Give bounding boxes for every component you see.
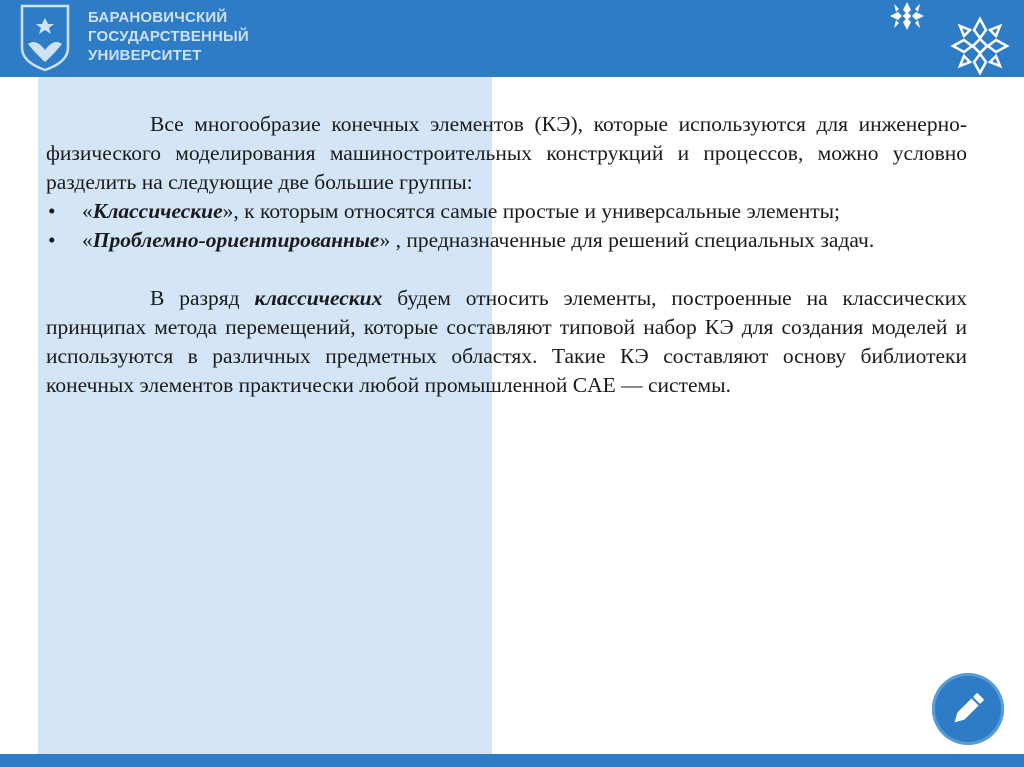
list-item [46,226,967,255]
quote-close: » [222,199,234,223]
university-name-line-2: ГОСУДАРСТВЕННЫЙ [88,28,249,45]
university-name [88,8,249,65]
footer-bar [0,754,1024,767]
quote-close: » [379,228,391,252]
list-item [46,197,967,226]
bullet-marker: • [48,228,56,252]
university-name-line-1: БАРАНОВИЧСКИЙ [88,9,228,26]
term-problem-oriented: Проблемно-ориентированные [92,228,380,252]
para2-body: будем относить элементы, построенные на классических принципах метода перемещений, которые составляют типовой набор КЭ для создания моделей и используются в различных предметных областях. Такие КЭ составляют основу библиотеки конечных элементов практически любой промышленной CAE — системы. [46,286,967,397]
paragraph-gap [46,255,967,284]
quote-open: « [82,199,93,223]
edit-button[interactable] [932,673,1004,745]
bullet-text: , к которым относятся самые простые и универсальные элементы; [233,199,841,223]
para2-lead: В разряд [150,286,255,310]
term-classic: Классические [92,199,223,223]
bullet-marker: • [48,199,56,223]
intro-paragraph: Все многообразие конечных элементов (КЭ), которые используются для инженерно-физического моделирования машиностроительных конструкций и процессов, можно условно разделить на следующие две большие группы: [46,112,967,194]
slide-text [46,110,967,400]
university-name-line-3: УНИВЕРСИТЕТ [88,47,202,64]
snowflake-ornament-icon [884,0,930,34]
term-classical: классических [254,286,383,310]
university-emblem-icon [18,4,72,72]
second-paragraph [46,284,967,400]
pencil-icon [948,689,988,729]
snowflake-ornament-icon [950,16,1010,76]
bullet-text: , предназначенные для решений специальных задач. [390,228,875,252]
header-bar [0,0,1024,77]
bullet-list [46,197,967,255]
quote-open: « [82,228,93,252]
